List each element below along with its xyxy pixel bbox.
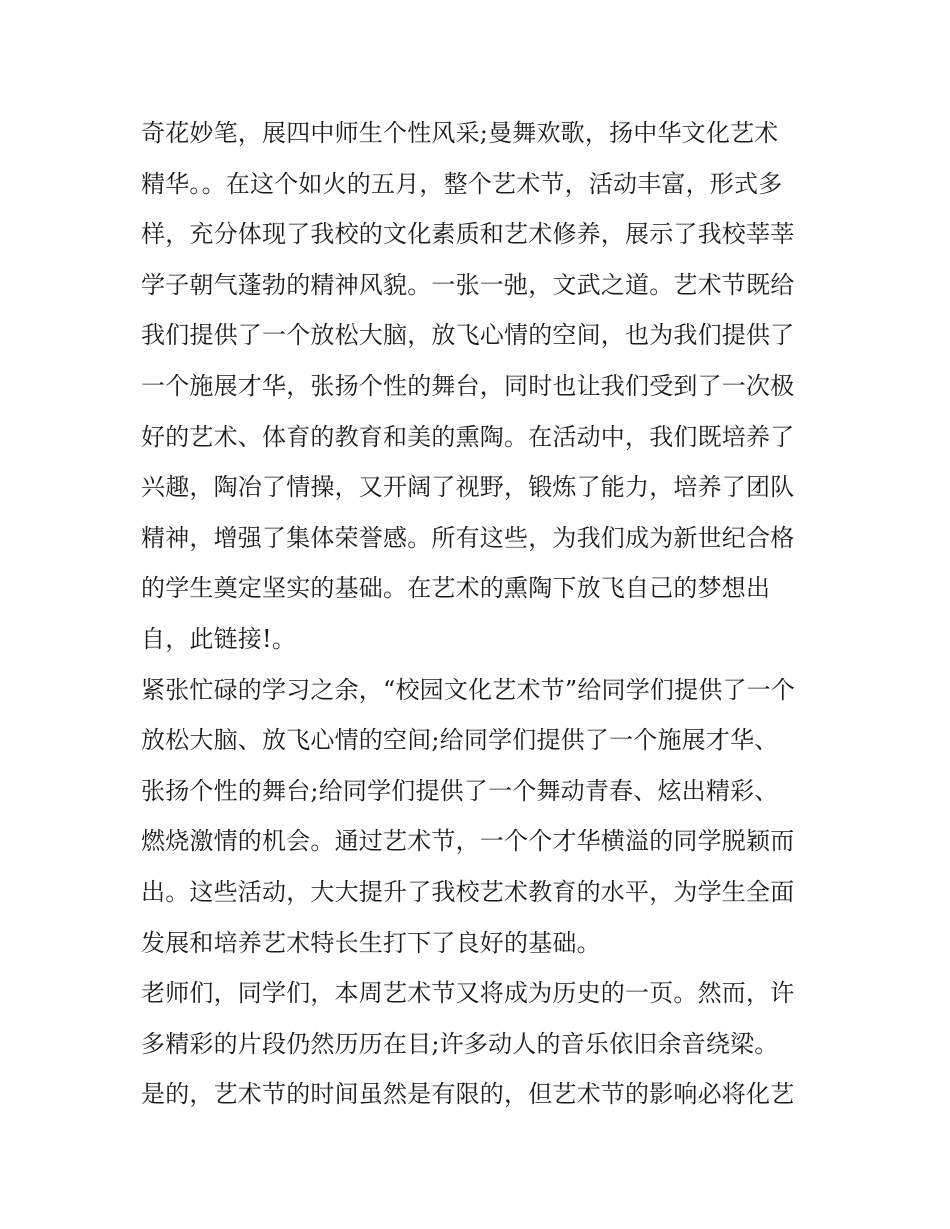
text-line: 精神，增强了集体荣誉感。所有这些，为我们成为新世纪合格 [141, 523, 795, 552]
text-line: 的学生奠定坚实的基础。在艺术的熏陶下放飞自己的梦想出 [141, 574, 771, 603]
text-line: 精华。。在这个如火的五月，整个艺术节，活动丰富，形式多 [141, 169, 783, 198]
text-line: 多精彩的片段仍然历历在目;许多动人的音乐依旧余音绕梁。 [141, 1029, 779, 1058]
text-line: 张扬个性的舞台;给同学们提供了一个舞动青春、炫出精彩、 [141, 776, 779, 805]
text-line: 自，此链接!。 [141, 624, 297, 653]
text-line: 学子朝气蓬勃的精神风貌。一张一弛，文武之道。艺术节既给 [141, 270, 795, 299]
text-line: 出。这些活动，大大提升了我校艺术教育的水平，为学生全面 [141, 877, 795, 906]
text-line: 紧张忙碌的学习之余，“校园文化艺术节”给同学们提供了一个 [141, 675, 796, 704]
text-line: 奇花妙笔，展四中师生个性风采;曼舞欢歌，扬中华文化艺术 [141, 119, 779, 147]
text-line: 燃烧激情的机会。通过艺术节，一个个才华横溢的同学脱颖而 [141, 827, 795, 856]
text-line: 是的，艺术节的时间虽然是有限的，但艺术节的影响必将化艺 [141, 1080, 795, 1109]
text-line: 兴趣，陶冶了情操，又开阔了视野，锻炼了能力，培养了团队 [141, 473, 795, 502]
text-line: 一个施展才华，张扬个性的舞台，同时也让我们受到了一次极 [141, 371, 795, 400]
text-line: 样，充分体现了我校的文化素质和艺术修养，展示了我校莘莘 [141, 220, 795, 249]
text-line: 好的艺术、体育的教育和美的熏陶。在活动中，我们既培养了 [141, 422, 795, 451]
text-line: 我们提供了一个放松大脑，放飞心情的空间，也为我们提供了 [141, 321, 795, 350]
text-line: 发展和培养艺术特长生打下了良好的基础。 [141, 928, 601, 957]
text-line: 放松大脑、放飞心情的空间;给同学们提供了一个施展才华、 [141, 726, 779, 755]
text-line: 老师们，同学们，本周艺术节又将成为历史的一页。然而，许 [141, 979, 795, 1008]
document-body [141, 108, 831, 1120]
